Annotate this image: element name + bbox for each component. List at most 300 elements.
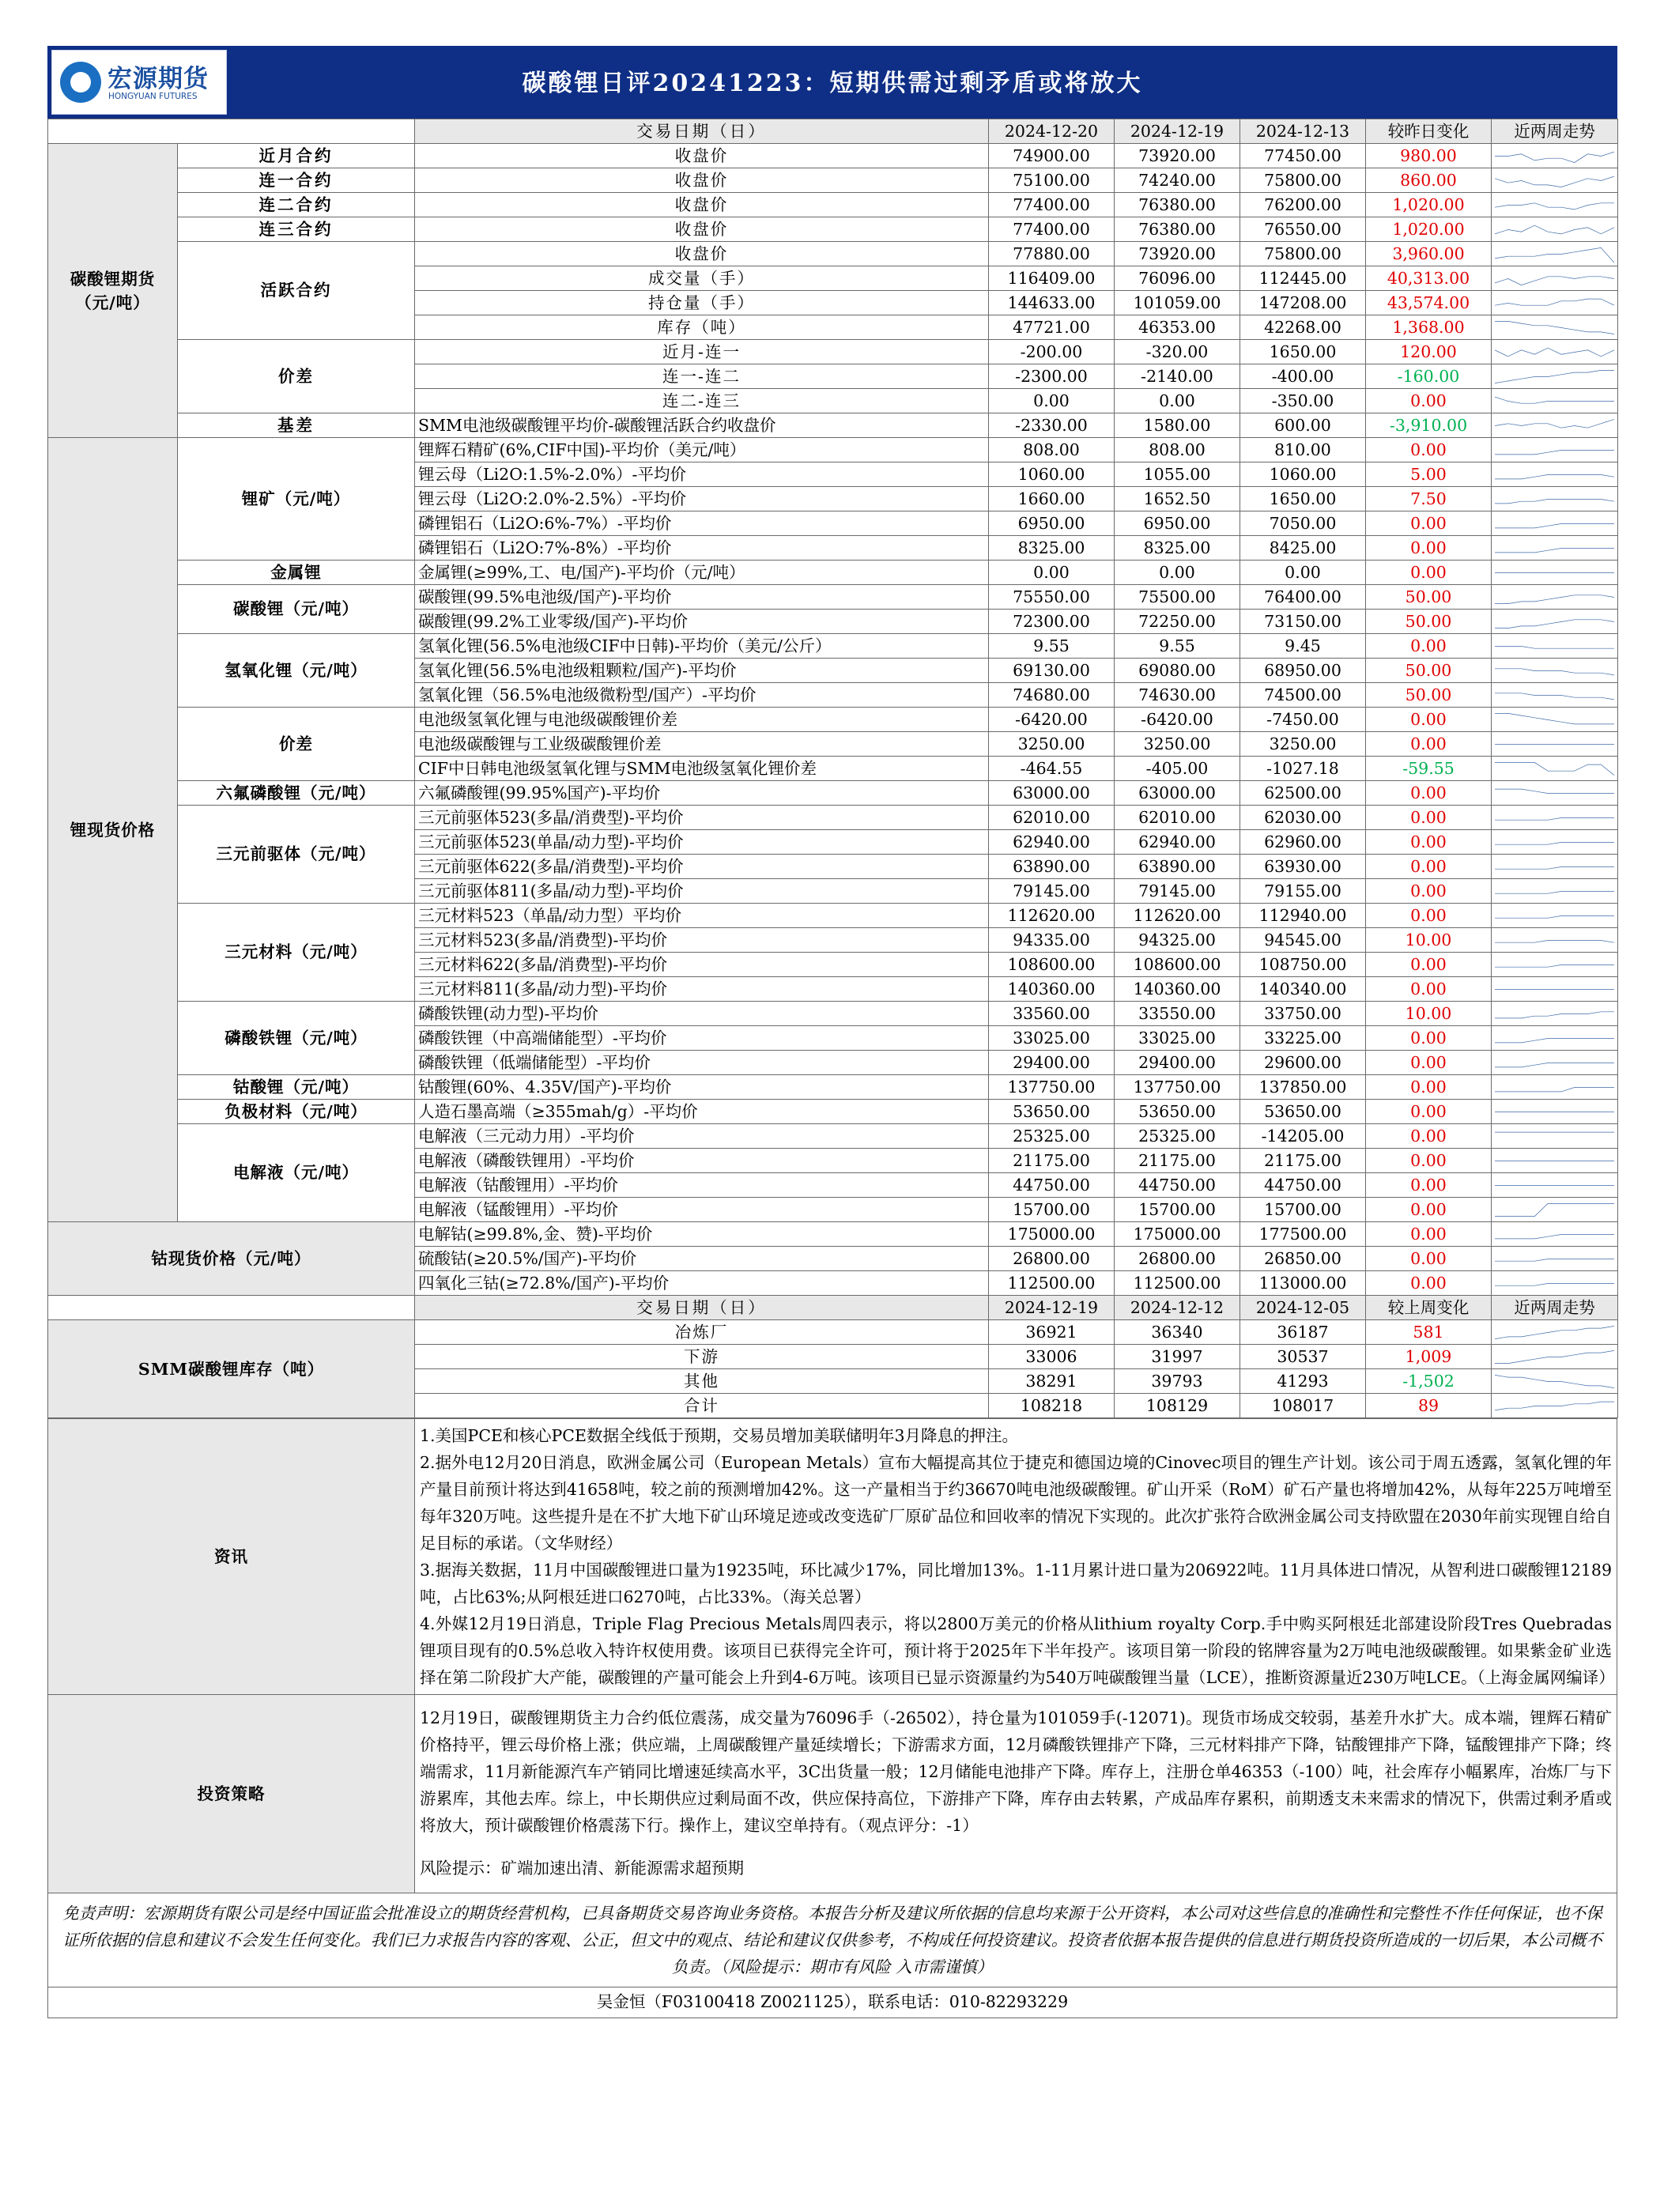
change-cell: 50.00 xyxy=(1366,610,1492,634)
value-cell: 76400.00 xyxy=(1240,585,1366,610)
sparkline xyxy=(1495,881,1614,902)
value-cell: 140340.00 xyxy=(1240,977,1366,1002)
value-cell: 112500.00 xyxy=(989,1271,1115,1296)
value-cell: 94325.00 xyxy=(1115,928,1240,953)
item-label: 氢氧化锂（56.5%电池级微粉型/国产）-平均价 xyxy=(415,683,989,708)
sparkline-path xyxy=(1495,321,1614,334)
value-cell: -350.00 xyxy=(1240,389,1366,413)
sparkline-path xyxy=(1495,866,1614,869)
header-cell: 较上周变化 xyxy=(1366,1296,1492,1320)
change-cell: -3,910.00 xyxy=(1366,413,1492,438)
sparkline xyxy=(1495,268,1614,289)
item-label: 三元前驱体811(多晶/动力型)-平均价 xyxy=(415,879,989,904)
sparkline xyxy=(1495,293,1614,314)
item-label: 六氟磷酸锂(99.95%国产)-平均价 xyxy=(415,781,989,806)
change-cell: 0.00 xyxy=(1366,1271,1492,1296)
sparkline xyxy=(1495,1150,1614,1172)
value-cell: 108600.00 xyxy=(989,953,1115,977)
sparkline xyxy=(1495,1224,1614,1245)
futures-row xyxy=(48,413,1618,438)
trend-cell xyxy=(1492,242,1618,266)
sparkline-path xyxy=(1495,225,1614,234)
value-cell: 7050.00 xyxy=(1240,511,1366,536)
news-label: 资讯 xyxy=(48,1419,415,1695)
item-label: 人造石墨高端（≥355mah/g）-平均价 xyxy=(415,1100,989,1124)
change-cell: 0.00 xyxy=(1366,977,1492,1002)
trend-cell xyxy=(1492,487,1618,511)
spot-row xyxy=(48,806,1618,830)
value-cell: -400.00 xyxy=(1240,364,1366,389)
inventory-row xyxy=(48,1320,1618,1345)
change-cell: 0.00 xyxy=(1366,1198,1492,1222)
value-cell: 39793 xyxy=(1115,1369,1240,1394)
sparkline xyxy=(1495,783,1614,804)
value-cell: 137750.00 xyxy=(1115,1075,1240,1100)
item-label: 电解钴(≥99.8%,金、赞)-平均价 xyxy=(415,1222,989,1247)
value-cell: 3250.00 xyxy=(1240,732,1366,757)
item-label: 氢氧化锂(56.5%电池级粗颗粒/国产)-平均价 xyxy=(415,659,989,683)
sparkline xyxy=(1495,1052,1614,1074)
item-label: 锂辉石精矿(6%,CIF中国)-平均价（美元/吨） xyxy=(415,438,989,462)
value-cell: 112620.00 xyxy=(1115,904,1240,928)
value-cell: 69080.00 xyxy=(1115,659,1240,683)
value-cell: 137750.00 xyxy=(989,1075,1115,1100)
change-cell: 50.00 xyxy=(1366,659,1492,683)
sparkline xyxy=(1495,415,1614,436)
trend-cell xyxy=(1492,806,1618,830)
value-cell: 31997 xyxy=(1115,1345,1240,1369)
value-cell: 108600.00 xyxy=(1115,953,1240,977)
value-cell: 808.00 xyxy=(989,438,1115,462)
header-cell: 近两周走势 xyxy=(1492,1296,1618,1320)
sparkline xyxy=(1495,538,1614,559)
value-cell: 0.00 xyxy=(1240,561,1366,585)
change-cell: 0.00 xyxy=(1366,536,1492,561)
header-cell: 2024-12-20 xyxy=(989,119,1115,144)
sparkline-path xyxy=(1495,450,1614,454)
value-cell: 0.00 xyxy=(1115,389,1240,413)
value-cell: 33225.00 xyxy=(1240,1026,1366,1051)
sparkline-path xyxy=(1495,713,1614,724)
item-label: 氢氧化锂(56.5%电池级CIF中日韩)-平均价（美元/公斤） xyxy=(415,634,989,659)
value-cell: 1660.00 xyxy=(989,487,1115,511)
change-cell: 581 xyxy=(1366,1320,1492,1345)
item-label: 三元材料811(多晶/动力型)-平均价 xyxy=(415,977,989,1002)
change-cell: 1,368.00 xyxy=(1366,315,1492,340)
logo-en: HONGYUAN FUTURES xyxy=(108,92,198,101)
value-cell: 177500.00 xyxy=(1240,1222,1366,1247)
value-cell: 147208.00 xyxy=(1240,291,1366,315)
value-cell: 144633.00 xyxy=(989,291,1115,315)
trend-cell xyxy=(1492,1149,1618,1173)
spot-row xyxy=(48,1075,1618,1100)
value-cell: 0.00 xyxy=(989,561,1115,585)
item-label: 三元材料622(多晶/消费型)-平均价 xyxy=(415,953,989,977)
change-cell: 0.00 xyxy=(1366,830,1492,855)
trend-cell xyxy=(1492,855,1618,879)
trend-cell xyxy=(1492,389,1618,413)
sparkline xyxy=(1495,1199,1614,1221)
value-cell: 74630.00 xyxy=(1115,683,1240,708)
value-cell: 72300.00 xyxy=(989,610,1115,634)
change-cell: 0.00 xyxy=(1366,1222,1492,1247)
value-cell: 72250.00 xyxy=(1115,610,1240,634)
spot-row xyxy=(48,438,1618,462)
change-cell: 1,020.00 xyxy=(1366,217,1492,242)
trend-cell xyxy=(1492,830,1618,855)
value-cell: 53650.00 xyxy=(1240,1100,1366,1124)
value-cell: 9.45 xyxy=(1240,634,1366,659)
value-cell: 33550.00 xyxy=(1115,1002,1240,1026)
item-label: 持仓量（手） xyxy=(415,291,989,315)
value-cell: 6950.00 xyxy=(1115,511,1240,536)
value-cell: 44750.00 xyxy=(1240,1173,1366,1198)
change-cell: 50.00 xyxy=(1366,585,1492,610)
sparkline xyxy=(1495,832,1614,853)
header-cell: 近两周走势 xyxy=(1492,119,1618,144)
item-label: 磷锂铝石（Li2O:6%-7%）-平均价 xyxy=(415,511,989,536)
value-cell: 3250.00 xyxy=(1115,732,1240,757)
value-cell: 600.00 xyxy=(1240,413,1366,438)
change-cell: 0.00 xyxy=(1366,1026,1492,1051)
spot-row xyxy=(48,561,1618,585)
value-cell: -200.00 xyxy=(989,340,1115,364)
value-cell: 108218 xyxy=(989,1394,1115,1418)
value-cell: 175000.00 xyxy=(989,1222,1115,1247)
sparkline xyxy=(1495,979,1614,1000)
trend-cell xyxy=(1492,1345,1618,1369)
trend-cell xyxy=(1492,977,1618,1002)
subgroup-label: 三元材料（元/吨） xyxy=(178,904,415,1002)
sparkline-path xyxy=(1495,1350,1614,1363)
sparkline xyxy=(1495,905,1614,927)
change-cell: 0.00 xyxy=(1366,904,1492,928)
item-label: 电池级碳酸锂与工业级碳酸锂价差 xyxy=(415,732,989,757)
sparkline xyxy=(1495,562,1614,583)
sparkline xyxy=(1495,1101,1614,1123)
trend-cell xyxy=(1492,757,1618,781)
sparkline-path xyxy=(1495,397,1614,403)
change-cell: 0.00 xyxy=(1366,855,1492,879)
trend-cell xyxy=(1492,511,1618,536)
trend-cell xyxy=(1492,462,1618,487)
cobalt-row xyxy=(48,1222,1618,1247)
value-cell: 26800.00 xyxy=(989,1247,1115,1271)
subgroup-label: 钴酸锂（元/吨） xyxy=(178,1075,415,1100)
sparkline xyxy=(1495,243,1614,265)
value-cell: 15700.00 xyxy=(1240,1198,1366,1222)
sparkline xyxy=(1495,734,1614,755)
change-cell: 1,009 xyxy=(1366,1345,1492,1369)
news-paragraph: 1.美国PCE和核心PCE数据全线低于预期，交易员增加美联储明年3月降息的押注。 xyxy=(420,1426,1018,1445)
value-cell: 33025.00 xyxy=(1115,1026,1240,1051)
value-cell: 113000.00 xyxy=(1240,1271,1366,1296)
news-section xyxy=(48,1419,1617,1695)
subgroup-label: 金属锂 xyxy=(178,561,415,585)
sparkline xyxy=(1495,587,1614,608)
change-cell: 0.00 xyxy=(1366,708,1492,732)
subgroup-label: 连二合约 xyxy=(178,193,415,217)
value-cell: 53650.00 xyxy=(1115,1100,1240,1124)
value-cell: 1580.00 xyxy=(1115,413,1240,438)
value-cell: 74240.00 xyxy=(1115,168,1240,193)
futures-row xyxy=(48,217,1618,242)
value-cell: 79145.00 xyxy=(989,879,1115,904)
trend-cell xyxy=(1492,1026,1618,1051)
news-paragraph: 4.外媒12月19日消息，Triple Flag Precious Metals周四表示，将以2800万美元的价格从lithium royalty Corp.手中购买阿根廷北部建设阶段Tres Quebradas锂项目现有的0.5%总收入特许权使用费。该项目已获得完全许可，预计将于2025年下半年投产。该项目第一阶段的铭牌容量为2万吨电池级碳酸锂。如果紫金矿业选择在第二阶段扩大产能，碳酸锂的产量可能会上升到4-6万吨。该项目已显示资源量约为540万吨碳酸锂当量（LCE），推断资源量近230万吨LCE。（上海金属网编译） xyxy=(420,1614,1615,1687)
weekly-header-row xyxy=(48,1296,1618,1320)
trend-cell xyxy=(1492,217,1618,242)
change-cell: 120.00 xyxy=(1366,340,1492,364)
change-cell: 43,574.00 xyxy=(1366,291,1492,315)
value-cell: 77400.00 xyxy=(989,193,1115,217)
sparkline xyxy=(1495,758,1614,779)
item-label: 碳酸锂(99.5%电池级/国产)-平均价 xyxy=(415,585,989,610)
value-cell: -14205.00 xyxy=(1240,1124,1366,1149)
title-bar xyxy=(47,46,1617,119)
value-cell: -2140.00 xyxy=(1115,364,1240,389)
trend-cell xyxy=(1492,1051,1618,1075)
item-label: 碳酸锂(99.2%工业零级/国产)-平均价 xyxy=(415,610,989,634)
value-cell: 53650.00 xyxy=(989,1100,1115,1124)
value-cell: 108750.00 xyxy=(1240,953,1366,977)
header-cell: 2024-12-13 xyxy=(1240,119,1366,144)
sparkline xyxy=(1495,807,1614,829)
value-cell: 41293 xyxy=(1240,1369,1366,1394)
value-cell: 47721.00 xyxy=(989,315,1115,340)
change-cell: 0.00 xyxy=(1366,511,1492,536)
value-cell: -6420.00 xyxy=(989,708,1115,732)
spot-row xyxy=(48,634,1618,659)
trend-cell xyxy=(1492,1173,1618,1198)
spot-group-label: 锂现货价格 xyxy=(48,438,178,1222)
sparkline xyxy=(1495,1248,1614,1270)
item-label: 三元材料523（单晶/动力型）平均价 xyxy=(415,904,989,928)
trend-cell xyxy=(1492,1124,1618,1149)
sparkline-path xyxy=(1495,1375,1614,1387)
trend-cell xyxy=(1492,364,1618,389)
item-label: 电解液（磷酸铁锂用）-平均价 xyxy=(415,1149,989,1173)
trend-cell xyxy=(1492,144,1618,168)
item-label: 电池级氢氧化锂与电池级碳酸锂价差 xyxy=(415,708,989,732)
trend-cell xyxy=(1492,1247,1618,1271)
item-label: 收盘价 xyxy=(415,242,989,266)
value-cell: 112940.00 xyxy=(1240,904,1366,928)
value-cell: 15700.00 xyxy=(1115,1198,1240,1222)
value-cell: 6950.00 xyxy=(989,511,1115,536)
value-cell: 63930.00 xyxy=(1240,855,1366,879)
change-cell: 89 xyxy=(1366,1394,1492,1418)
sparkline-path xyxy=(1495,1326,1614,1338)
item-label: 磷酸铁锂（低端储能型）-平均价 xyxy=(415,1051,989,1075)
item-label: 三元前驱体523(多晶/消费型)-平均价 xyxy=(415,806,989,830)
daily-header-row xyxy=(48,119,1618,144)
strategy-paragraph: 12月19日，碳酸锂期货主力合约低位震荡，成交量为76096手（-26502），持仓量为101059手(-12071)。现货市场成交较弱，基差升水扩大。成本端，锂辉石精矿价格持平，锂云母价格上涨；供应端，上周碳酸锂产量延续增长；下游需求方面，12月磷酸铁锂排产下降，三元材料排产下降，钴酸锂排产下降，锰酸锂排产下降；终端需求，11月新能源汽车产销同比增速延续高水平，3C出货量一般；12月储能电池排产下降。库存上，注册仓单46353（-100）吨，社会库存小幅累库，冶炼厂与下游累库，其他去库。综上，中长期供应过剩局面不改，供应保持高位，下游排产下降，库存由去转累，产成品库存累积，前期透支未来需求的情况下，供需过剩矛盾或将放大，预计碳酸锂价格震荡下行。操作上，建议空单持有。（观点评分：-1） xyxy=(420,1708,1612,1835)
value-cell: 112445.00 xyxy=(1240,266,1366,291)
value-cell: 75550.00 xyxy=(989,585,1115,610)
change-cell: 0.00 xyxy=(1366,879,1492,904)
value-cell: -405.00 xyxy=(1115,757,1240,781)
value-cell: 74900.00 xyxy=(989,144,1115,168)
sparkline-path xyxy=(1495,276,1614,285)
sparkline-path xyxy=(1495,789,1614,793)
sparkline xyxy=(1495,391,1614,412)
subgroup-label: 锂矿（元/吨） xyxy=(178,438,415,561)
change-cell: 0.00 xyxy=(1366,1149,1492,1173)
sparkline xyxy=(1495,636,1614,657)
item-label: 下游 xyxy=(415,1345,989,1369)
value-cell: 79155.00 xyxy=(1240,879,1366,904)
sparkline xyxy=(1495,1126,1614,1147)
spot-row xyxy=(48,1002,1618,1026)
item-label: 电解液（锰酸锂用）-平均价 xyxy=(415,1198,989,1222)
risk-warning: 风险提示：矿端加速出清、新能源需求超预期 xyxy=(420,1859,744,1878)
trend-cell xyxy=(1492,781,1618,806)
item-label: 钴酸锂(60%、4.35V/国产)-平均价 xyxy=(415,1075,989,1100)
value-cell: -7450.00 xyxy=(1240,708,1366,732)
header-cell: 2024-12-05 xyxy=(1240,1296,1366,1320)
value-cell: 36921 xyxy=(989,1320,1115,1345)
value-cell: 1652.50 xyxy=(1115,487,1240,511)
sparkline xyxy=(1495,1346,1614,1368)
item-label: CIF中日韩电池级氢氧化锂与SMM电池级氢氧化锂价差 xyxy=(415,757,989,781)
trend-cell xyxy=(1492,610,1618,634)
item-label: 近月-连一 xyxy=(415,340,989,364)
news-content xyxy=(415,1419,1617,1695)
sparkline-path xyxy=(1495,668,1614,674)
trend-cell xyxy=(1492,561,1618,585)
value-cell: 108017 xyxy=(1240,1394,1366,1418)
change-cell: -59.55 xyxy=(1366,757,1492,781)
trend-cell xyxy=(1492,1320,1618,1345)
item-label: 合计 xyxy=(415,1394,989,1418)
value-cell: 8325.00 xyxy=(989,536,1115,561)
value-cell: 108129 xyxy=(1115,1394,1240,1418)
sparkline-path xyxy=(1495,817,1614,820)
change-cell: 980.00 xyxy=(1366,144,1492,168)
value-cell: 77450.00 xyxy=(1240,144,1366,168)
sparkline-path xyxy=(1495,370,1614,383)
sparkline xyxy=(1495,440,1614,461)
header-blank xyxy=(48,1296,415,1320)
item-label: 冶炼厂 xyxy=(415,1320,989,1345)
spot-row xyxy=(48,708,1618,732)
value-cell: 1060.00 xyxy=(989,462,1115,487)
sparkline-path xyxy=(1495,762,1614,775)
trend-cell xyxy=(1492,904,1618,928)
change-cell: -1,502 xyxy=(1366,1369,1492,1394)
trend-cell xyxy=(1492,340,1618,364)
value-cell: 808.00 xyxy=(1115,438,1240,462)
value-cell: 112500.00 xyxy=(1115,1271,1240,1296)
subgroup-label: 连一合约 xyxy=(178,168,415,193)
value-cell: 175000.00 xyxy=(1115,1222,1240,1247)
value-cell: 62010.00 xyxy=(989,806,1115,830)
sparkline-path xyxy=(1495,595,1614,603)
futures-row xyxy=(48,144,1618,168)
news-paragraph: 2.据外电12月20日消息，欧洲金属公司（European Metals）宣布大幅提高其位于捷克和德国边境的Cinovec项目的锂生产计划。该公司于周五透露，氢氧化锂的年产量目前预计将达到41658吨，较之前的预测增加42%。这一产量相当于约36670吨电池级碳酸锂。矿山开采（RoM）矿石产量也将增加42%，从每年225万吨增至每年320万吨。这些提升是在不扩大地下矿山环境足迹或改变选矿厂原矿品位和回收率的情况下实现的。此次扩张符合欧洲金属公司支持欧盟在2030年前实现锂自给自足目标的承诺。（文华财经） xyxy=(420,1453,1612,1553)
sparkline xyxy=(1495,856,1614,878)
value-cell: 9.55 xyxy=(1115,634,1240,659)
item-label: 磷锂铝石（Li2O:7%-8%）-平均价 xyxy=(415,536,989,561)
sparkline xyxy=(1495,366,1614,387)
sparkline xyxy=(1495,1003,1614,1025)
sparkline-path xyxy=(1495,964,1614,967)
value-cell: 21175.00 xyxy=(1240,1149,1366,1173)
value-cell: 75500.00 xyxy=(1115,585,1240,610)
sparkline-path xyxy=(1495,247,1614,262)
header-cell: 2024-12-12 xyxy=(1115,1296,1240,1320)
trend-cell xyxy=(1492,168,1618,193)
value-cell: 73920.00 xyxy=(1115,144,1240,168)
header-cell: 2024-12-19 xyxy=(1115,119,1240,144)
subgroup-label: 连三合约 xyxy=(178,217,415,242)
change-cell: 0.00 xyxy=(1366,1075,1492,1100)
value-cell: 77400.00 xyxy=(989,217,1115,242)
disclaimer: 免责声明：宏源期货有限公司是经中国证监会批准设立的期货经营机构，已具备期货交易咨询业务资格。本报告分析及建议所依据的信息均来源于公开资料，本公司对这些信息的准确性和完整性不作任何保证，也不保证所依据的信息和建议不会发生任何变化。我们已力求报告内容的客观、公正，但文中的观点、结论和建议仅供参考，不构成任何投资建议。投资者依据本报告提供的信息进行期货投资所造成的一切后果，本公司概不负责。（风险提示：期市有风险 入市需谨慎） xyxy=(47,1893,1617,1987)
value-cell: 30537 xyxy=(1240,1345,1366,1369)
item-label: 连一-连二 xyxy=(415,364,989,389)
change-cell: 0.00 xyxy=(1366,1100,1492,1124)
value-cell: 74500.00 xyxy=(1240,683,1366,708)
value-cell: 8425.00 xyxy=(1240,536,1366,561)
change-cell: 3,960.00 xyxy=(1366,242,1492,266)
trend-cell xyxy=(1492,1369,1618,1394)
item-label: 三元前驱体523(单晶/动力型)-平均价 xyxy=(415,830,989,855)
value-cell: 137850.00 xyxy=(1240,1075,1366,1100)
trend-cell xyxy=(1492,438,1618,462)
item-label: 四氧化三钴(≥72.8%/国产)-平均价 xyxy=(415,1271,989,1296)
sparkline-path xyxy=(1495,693,1614,699)
change-cell: 0.00 xyxy=(1366,781,1492,806)
sparkline xyxy=(1495,219,1614,240)
subgroup-label: 基差 xyxy=(178,413,415,438)
value-cell: 44750.00 xyxy=(1115,1173,1240,1198)
subgroup-label: 近月合约 xyxy=(178,144,415,168)
value-cell: 42268.00 xyxy=(1240,315,1366,340)
value-cell: 76200.00 xyxy=(1240,193,1366,217)
change-cell: 1,020.00 xyxy=(1366,193,1492,217)
sparkline xyxy=(1495,685,1614,706)
value-cell: 36340 xyxy=(1115,1320,1240,1345)
value-cell: 21175.00 xyxy=(989,1149,1115,1173)
trend-cell xyxy=(1492,928,1618,953)
sparkline xyxy=(1495,709,1614,730)
spot-row xyxy=(48,1124,1618,1149)
trend-cell xyxy=(1492,585,1618,610)
item-label: 收盘价 xyxy=(415,193,989,217)
sparkline-path xyxy=(1495,1011,1614,1017)
sparkline xyxy=(1495,1273,1614,1294)
item-label: 磷酸铁锂（中高端储能型）-平均价 xyxy=(415,1026,989,1051)
header-cell: 交易日期（日） xyxy=(415,1296,989,1320)
change-cell: 0.00 xyxy=(1366,732,1492,757)
trend-cell xyxy=(1492,1198,1618,1222)
header-cell: 2024-12-19 xyxy=(989,1296,1115,1320)
item-label: 三元前驱体622(多晶/消费型)-平均价 xyxy=(415,855,989,879)
change-cell: 0.00 xyxy=(1366,1173,1492,1198)
value-cell: 74680.00 xyxy=(989,683,1115,708)
value-cell: 73150.00 xyxy=(1240,610,1366,634)
strategy-label: 投资策略 xyxy=(48,1695,415,1893)
sparkline xyxy=(1495,1028,1614,1049)
commentary-table xyxy=(47,1418,1617,1893)
trend-cell xyxy=(1492,732,1618,757)
trend-cell xyxy=(1492,1075,1618,1100)
inventory-group-label: SMM碳酸锂库存（吨） xyxy=(48,1320,415,1418)
value-cell: 76550.00 xyxy=(1240,217,1366,242)
value-cell: 1650.00 xyxy=(1240,340,1366,364)
